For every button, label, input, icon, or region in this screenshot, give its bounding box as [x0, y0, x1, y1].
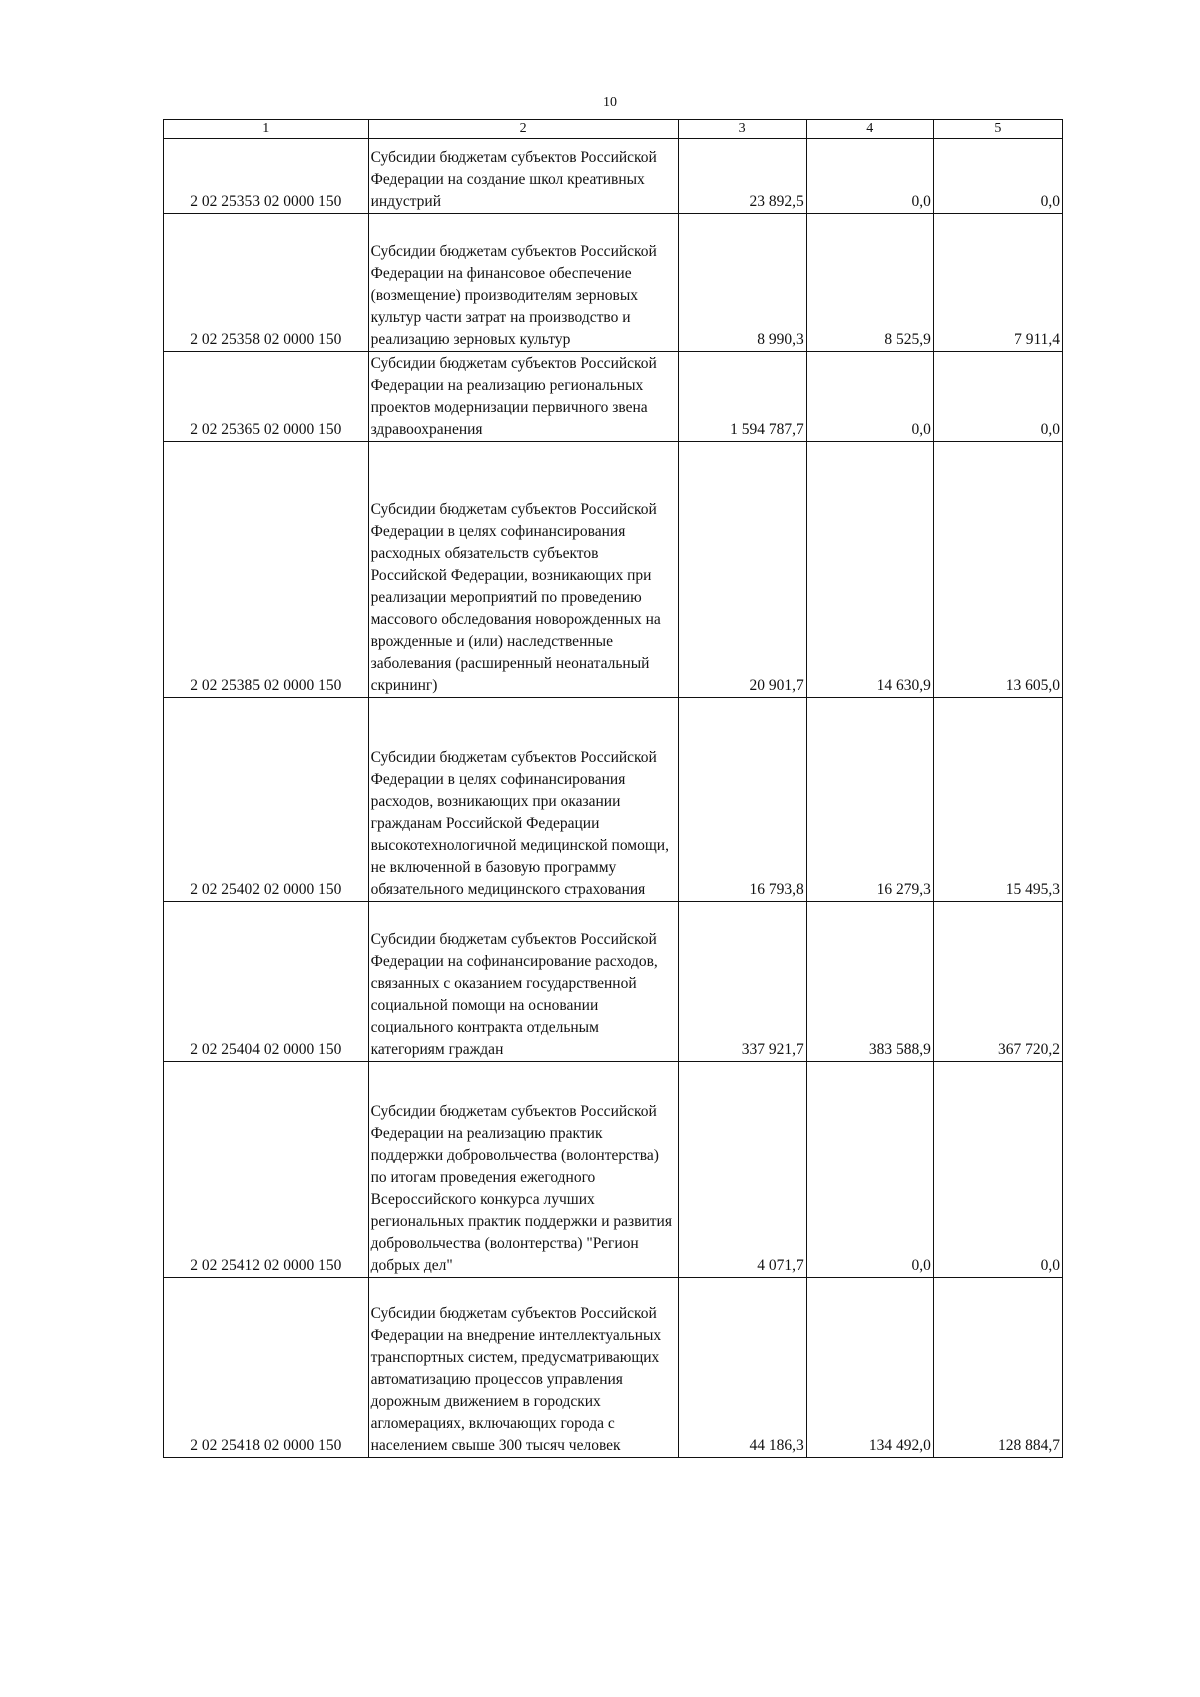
- row-code: 2 02 25358 02 0000 150: [164, 214, 369, 352]
- row-name: [368, 902, 678, 1062]
- row-value-col5: 0,0: [933, 139, 1062, 214]
- table-row: [164, 214, 1063, 352]
- row-value-col4: 14 630,9: [806, 442, 933, 698]
- page-number: 10: [603, 95, 617, 110]
- row-value-col3: 44 186,3: [678, 1278, 806, 1458]
- row-name-text: Субсидии бюджетам субъектов Российской Федерации в целях софинансирования расходов, возникающих при оказании гражданам Российской Федерации высокотехнологичной медицинской помощи, не включенной в базовую программу обязательного медицинского страхования: [370, 749, 669, 898]
- row-value-col4: 134 492,0: [806, 1278, 933, 1458]
- row-name-text: Субсидии бюджетам субъектов Российской Федерации на реализацию региональных проектов модернизации первичного звена здравоохранения: [370, 355, 657, 438]
- row-value-col3: 1 594 787,7: [678, 352, 806, 442]
- row-value-col5: 15 495,3: [933, 698, 1062, 902]
- row-value-col3: 337 921,7: [678, 902, 806, 1062]
- row-name-text: Субсидии бюджетам субъектов Российской Федерации в целях софинансирования расходных обязательств субъектов Российской Федерации, возникающих при реализации мероприятий по проведению массового обследования новорожденных на врожденные и (или) наследственные заболевания (расширенный неонатальный скрининг): [370, 501, 661, 694]
- row-code: 2 02 25418 02 0000 150: [164, 1278, 369, 1458]
- header-col-4: 4: [806, 120, 933, 139]
- row-value-col5: 367 720,2: [933, 902, 1062, 1062]
- row-code: 2 02 25402 02 0000 150: [164, 698, 369, 902]
- table-row: [164, 902, 1063, 1062]
- row-name: [368, 442, 678, 698]
- row-code: 2 02 25365 02 0000 150: [164, 352, 369, 442]
- row-name: [368, 352, 678, 442]
- row-name-text: Субсидии бюджетам субъектов Российской Федерации на внедрение интеллектуальных транспортных систем, предусматривающих автоматизацию процессов управления дорожным движением в городских агломерациях, включающих города с населением свыше 300 тысяч человек: [370, 1305, 662, 1454]
- row-code: 2 02 25412 02 0000 150: [164, 1062, 369, 1278]
- row-value-col4: 0,0: [806, 139, 933, 214]
- table-row: [164, 139, 1063, 214]
- row-value-col4: 16 279,3: [806, 698, 933, 902]
- row-value-col4: 0,0: [806, 1062, 933, 1278]
- row-name-text: Субсидии бюджетам субъектов Российской Федерации на финансовое обеспечение (возмещение) производителям зерновых культур части затрат на производство и реализацию зерновых культур: [370, 243, 657, 348]
- row-code: 2 02 25353 02 0000 150: [164, 139, 369, 214]
- row-value-col3: 23 892,5: [678, 139, 806, 214]
- row-name: [368, 698, 678, 902]
- budget-table: [163, 119, 1063, 1458]
- row-value-col5: 128 884,7: [933, 1278, 1062, 1458]
- table-row: [164, 352, 1063, 442]
- table-row: [164, 442, 1063, 698]
- row-name: [368, 1278, 678, 1458]
- row-value-col4: 8 525,9: [806, 214, 933, 352]
- row-name: [368, 1062, 678, 1278]
- row-code: 2 02 25385 02 0000 150: [164, 442, 369, 698]
- table-row: [164, 698, 1063, 902]
- row-code: 2 02 25404 02 0000 150: [164, 902, 369, 1062]
- header-row: [164, 120, 1063, 139]
- row-value-col5: 13 605,0: [933, 442, 1062, 698]
- header-col-2: 2: [368, 120, 678, 139]
- header-col-5: 5: [933, 120, 1062, 139]
- table-row: [164, 1278, 1063, 1458]
- table-row: [164, 1062, 1063, 1278]
- row-value-col3: 16 793,8: [678, 698, 806, 902]
- row-value-col4: 0,0: [806, 352, 933, 442]
- row-value-col3: 20 901,7: [678, 442, 806, 698]
- header-col-3: 3: [678, 120, 806, 139]
- header-col-1: 1: [164, 120, 369, 139]
- row-value-col5: 0,0: [933, 1062, 1062, 1278]
- row-value-col4: 383 588,9: [806, 902, 933, 1062]
- row-name: [368, 214, 678, 352]
- row-name-text: Субсидии бюджетам субъектов Российской Федерации на софинансирование расходов, связанных с оказанием государственной социальной помощи на основании социального контракта отдельным категориям граждан: [370, 931, 658, 1058]
- row-name: [368, 139, 678, 214]
- row-value-col5: 7 911,4: [933, 214, 1062, 352]
- row-name-text: Субсидии бюджетам субъектов Российской Федерации на реализацию практик поддержки добровольчества (волонтерства) по итогам проведения ежегодного Всероссийского конкурса лучших региональных практик поддержки и развития добровольчества (волонтерства) "Регион добрых дел": [370, 1103, 672, 1274]
- row-name-text: Субсидии бюджетам субъектов Российской Федерации на создание школ креативных индустрий: [370, 149, 657, 210]
- row-value-col3: 4 071,7: [678, 1062, 806, 1278]
- row-value-col3: 8 990,3: [678, 214, 806, 352]
- row-value-col5: 0,0: [933, 352, 1062, 442]
